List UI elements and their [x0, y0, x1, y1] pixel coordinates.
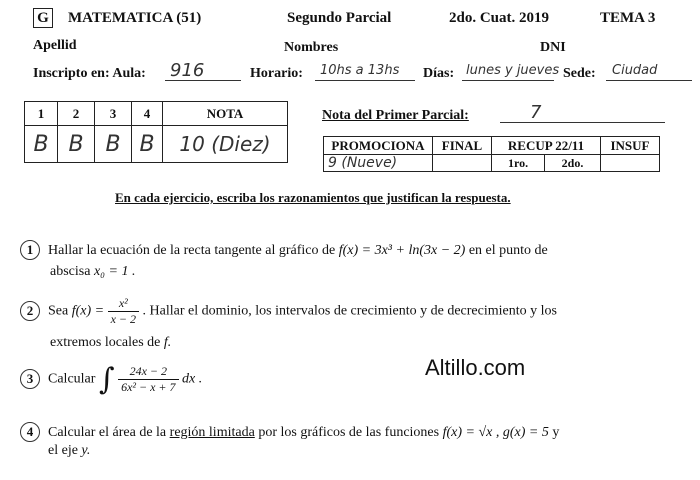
- exercise-number: 1: [20, 240, 40, 260]
- exercise-2-text-c: extremos locales de: [50, 335, 161, 350]
- inscripto-label: Inscripto en: Aula:: [33, 66, 146, 81]
- exercise-number: 3: [20, 369, 40, 389]
- sede-label: Sede:: [563, 66, 596, 81]
- grades-table: [24, 101, 288, 163]
- dni-label: DNI: [540, 40, 566, 55]
- exercise-2-fraction: [108, 296, 139, 327]
- fraction-denominator: 6x² − x + 7: [121, 380, 176, 394]
- fraction-numerator: 24x − 2: [118, 364, 178, 380]
- grades-header-cell: 3: [95, 102, 132, 126]
- horario-underline: [315, 80, 415, 81]
- fraction-denominator: x − 2: [110, 312, 137, 326]
- status-header-recup: RECUP 22/11: [492, 137, 601, 155]
- subject-title: MATEMATICA (51): [68, 10, 202, 26]
- first-partial-underline: [500, 122, 665, 123]
- grades-header-cell: 2: [58, 102, 95, 126]
- exercise-2-line2: [50, 335, 171, 351]
- horario-label: Horario:: [250, 66, 303, 81]
- status-header-insuf: INSUF: [601, 137, 660, 155]
- watermark-text: Altillo.com: [425, 355, 526, 380]
- exercise-2-text-b: . Hallar el dominio, los intervalos de crecimiento y de decrecimiento y los: [142, 303, 557, 319]
- exercise-1: [20, 240, 548, 260]
- sede-value: Ciudad: [612, 63, 658, 78]
- integral-icon: ∫: [98, 362, 115, 397]
- status-promociona-value: 9 (Nueve): [324, 155, 433, 172]
- grades-header-cell: NOTA: [163, 102, 288, 126]
- grade-ex1: B: [33, 131, 49, 157]
- grades-value-cell: [163, 126, 288, 163]
- fraction-numerator: x²: [108, 296, 139, 312]
- exam-title: Segundo Parcial: [287, 10, 392, 26]
- exercise-4-axis: y.: [81, 443, 91, 458]
- exercise-3-dx: dx .: [182, 371, 203, 387]
- exercise-2-text-a: Sea: [48, 303, 69, 319]
- exercise-1-formula: f(x) = 3x³ + ln(3x − 2): [338, 243, 466, 258]
- exercise-4-text-a: Calcular el área de la: [48, 425, 167, 440]
- tema-label: TEMA 3: [600, 10, 656, 26]
- exercise-number: 4: [20, 422, 40, 442]
- exercise-4-f: f(x) = √x ,: [442, 425, 500, 440]
- status-recup-2: 2do.: [545, 155, 601, 172]
- status-header-row: [324, 137, 660, 155]
- grades-value-row: [25, 126, 288, 163]
- exercise-3: [20, 362, 202, 397]
- dias-label: Días:: [423, 66, 455, 81]
- dias-underline: [462, 80, 554, 81]
- exercise-2-fname: f.: [163, 335, 172, 350]
- exercise-3-text-a: Calcular: [48, 371, 96, 387]
- dias-value: lunes y jueves: [466, 63, 560, 78]
- grades-header-cell: 1: [25, 102, 58, 126]
- exercise-2: [20, 296, 557, 327]
- status-insuf-value: [601, 155, 660, 172]
- status-header-promociona: PROMOCIONA: [324, 137, 433, 155]
- exercise-1-text-a: Hallar la ecuación de la recta tangente al gráfico de: [48, 243, 336, 258]
- grade-ex2: B: [68, 131, 84, 157]
- exercise-1-text-c: abscisa: [50, 264, 91, 279]
- term-label: 2do. Cuat. 2019: [449, 10, 550, 26]
- grades-value-cell: [25, 126, 58, 163]
- grades-header-row: [25, 102, 288, 126]
- status-value-row: [324, 155, 660, 172]
- sede-underline: [606, 80, 692, 81]
- exercise-1-point: x₀ = 1 .: [93, 264, 136, 279]
- grades-value-cell: [132, 126, 163, 163]
- status-final-value: [433, 155, 492, 172]
- grades-header-cell: 4: [132, 102, 163, 126]
- instruction-text: En cada ejercicio, escriba los razonamientos que justifican la respuesta.: [115, 190, 511, 205]
- exercise-1-text-b: en el punto de: [468, 243, 548, 258]
- status-header-final: FINAL: [433, 137, 492, 155]
- grades-value-cell: [58, 126, 95, 163]
- tema-letter-box: G: [33, 8, 53, 28]
- horario-value: 10hs a 13hs: [320, 63, 400, 78]
- apellido-label: Apellid: [33, 38, 77, 53]
- grades-value-cell: [95, 126, 132, 163]
- nombres-label: Nombres: [284, 40, 339, 55]
- exercise-4-text-d: el eje: [48, 443, 78, 458]
- exercise-4-highlight: región limitada: [169, 425, 255, 440]
- exercise-4-g: g(x) = 5: [502, 425, 549, 440]
- status-table: [323, 136, 660, 172]
- exercise-3-fraction: [118, 364, 178, 395]
- grade-ex3: B: [105, 131, 121, 157]
- exercise-4-text-b: por los gráficos de las funciones: [258, 425, 440, 440]
- exercise-1-line2: [50, 264, 135, 280]
- aula-value: 916: [170, 60, 205, 81]
- exercise-4-line2: [48, 443, 90, 459]
- status-recup-1: 1ro.: [492, 155, 545, 172]
- exercise-4: [20, 422, 559, 442]
- grade-ex4: B: [139, 131, 155, 157]
- exercise-4-text-c: y: [552, 425, 560, 440]
- exercise-2-lhs: f(x) =: [71, 303, 105, 319]
- grade-nota: 10 (Diez): [179, 132, 271, 156]
- first-partial-value: 7: [530, 102, 542, 123]
- exercise-number: 2: [20, 301, 40, 321]
- first-partial-label: Nota del Primer Parcial:: [322, 108, 469, 123]
- aula-underline: [165, 80, 241, 81]
